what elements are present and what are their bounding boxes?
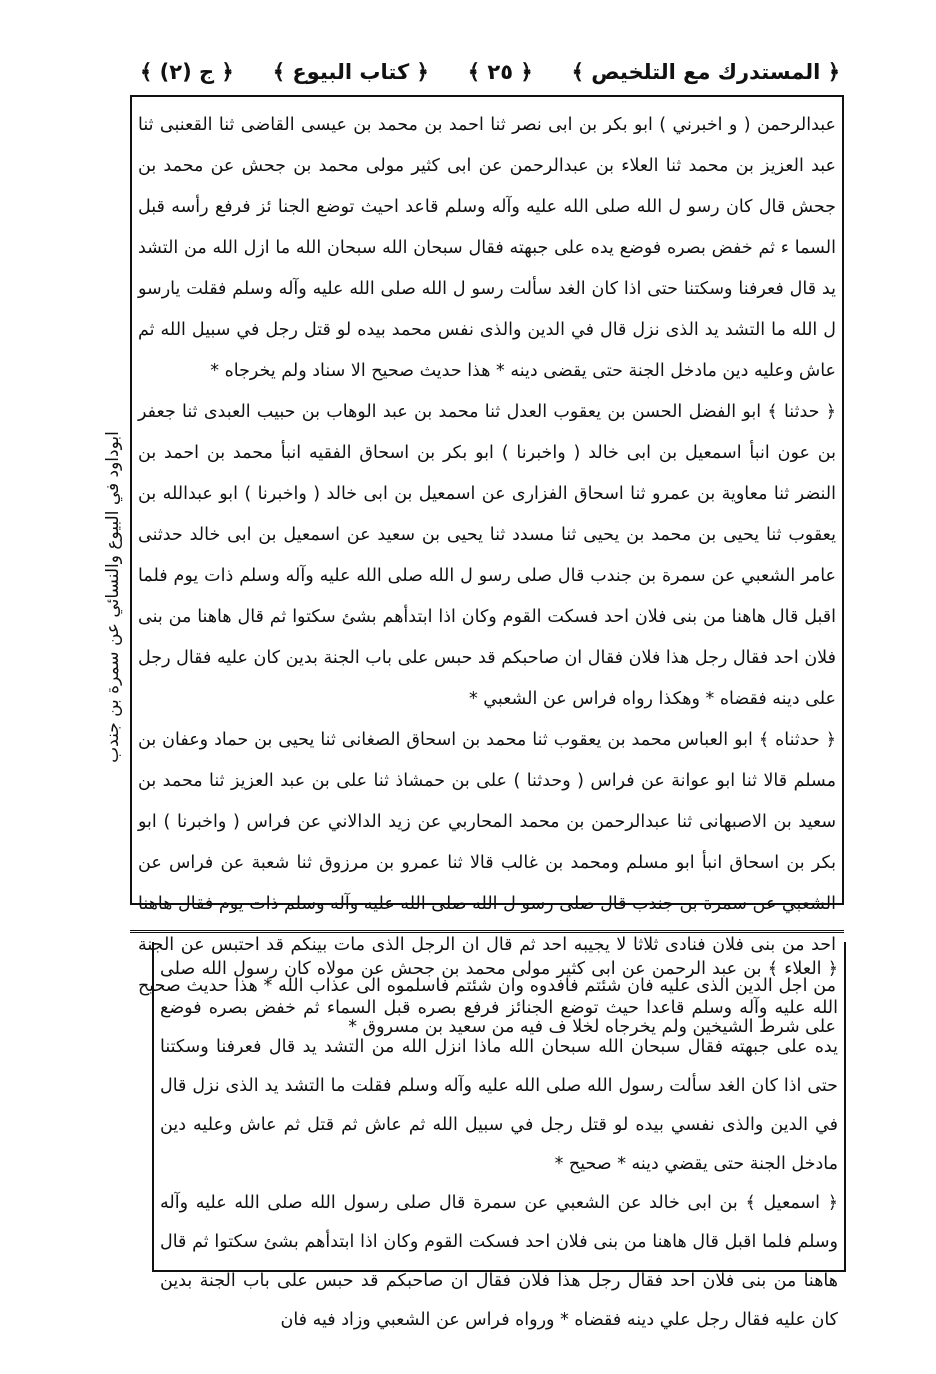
volume-number: ﴿ ج (٢) ﴾ <box>140 60 234 84</box>
main-paragraph-2: ﴿ حدثنا ﴾ ابو الفضل الحسن بن يعقوب العدل ثنا محمد بن عبد الوهاب بن حبيب العبدى ثنا جعفر بن عون انبأ اسمعيل بن ابى خالد ( واخبرنا ) ابو بكر بن اسحاق الفقيه انبأ محمد بن احمد بن النضر ثنا معاوية بن عمرو ثنا اسحاق الفزارى عن اسمعيل بن ابى خالد ( واخبرنا ) ابو عبدالله بن يعقوب ثنا يحيى بن محمد بن يحيى ثنا مسدد ثنا يحيى بن سعيد عن اسمعيل بن ابى خالد حدثنى عامر الشعبي عن سمرة بن جندب قال صلى رسو ل الله صلى الله عليه وآله وسلم ذات يوم فلما اقبل قال هاهنا من بنى فلان احد فسكت القوم وكان اذا ابتدأهم بشئ سكتوا ثم قال هاهنا من بنى فلان احد فقال رجل هذا فلان فقال ان صاحبكم قد حبس على باب الجنة بدين كان عليه فقال رجل على دينه فقضاه * وهكذا رواه فراس عن الشعبي * <box>138 402 836 709</box>
page-header <box>140 52 840 92</box>
book-title: ﴿ المستدرك مع التلخيص ﴾ <box>571 60 840 84</box>
divider-double-line <box>130 930 844 933</box>
page-number: ﴿ ٢٥ ﴾ <box>467 60 533 84</box>
main-paragraph-3: ﴿ حدثناه ﴾ ابو العباس محمد بن يعقوب ثنا محمد بن اسحاق الصغانى ثنا يحيى بن حماد وعفان بن مسلم قالا ثنا ابو عوانة عن فراس ( وحدثنا ) على بن حمشاذ ثنا على بن عبد العزيز ثنا محمد بن سعيد بن الاصبهانى ثنا عبدالرحمن بن محمد المحاربي عن زيد الدالاني عن فراس ( واخبرنا ) ابو بكر بن اسحاق انبأ ابو مسلم ومحمد بن غالب قالا ثنا عمرو بن مرزوق ثنا شعبة عن فراس عن الشعبي عن سمرة بن جندب قال صلى رسو ل الله صلى الله عليه وآله وسلم ذات يوم فقال هاهنا احد من بنى فلان فنادى ثلاثا لا يجيبه احد ثم قال ان الرجل الذى مات بينكم قد احتبس عن الجنة من اجل الدين الذى عليه فان شئتم فافدوه وان شئتم فاسلموه الى عذاب الله * هذا حديث صحيح على شرط الشيخين ولم يخرجاه لخلا ف فيه من سعيد بن مسروق * <box>138 730 836 1037</box>
main-text-box <box>130 95 844 1037</box>
talkhis-text <box>160 950 838 1340</box>
divider-line <box>130 903 844 905</box>
main-text <box>138 105 836 1048</box>
margin-note <box>96 262 130 932</box>
main-paragraph-1: عبدالرحمن ( و اخبرني ) ابو بكر بن ابى نصر ثنا احمد بن محمد بن عيسى القاضى ثنا القعنبى ثنا عبد العزيز بن محمد ثنا العلاء بن عبدالرحمن عن ابى كثير مولى محمد بن جحش عن محمد بن جحش قال كان رسو ل الله صلى الله عليه وآله وسلم قاعد احيث توضع الجنا ئز فرفع رأسه قبل السما ء ثم خفض بصره فوضع يده على جبهته فقال سبحان الله سبحان الله ما ازل الله من التشد يد قال فعرفنا وسكتنا حتى اذا كان الغد سألت رسو ل الله صلى الله عليه وآله وسلم فقلت يارسو ل الله ما التشد يد الذى نزل قال في الدين والذى نفس محمد بيده لو قتل رجل في سبيل الله ثم عاش وعليه دين مادخل الجنة حتى يقضى دينه * هذا حديث صحيح الا سناد ولم يخرجاه * <box>138 115 836 381</box>
talkhis-paragraph-2: ﴿ اسمعيل ﴾ بن ابى خالد عن الشعبي عن سمرة قال صلى رسول الله صلى الله عليه وآله وسلم فلما اقبل قال هاهنا من بنى فلان احد فسكت القوم وكان اذا ابتدأهم بشئ سكتوا ثم قال هاهنا من بنى فلان احد فقال رجل هذا فلان فقال ان صاحبكم قد حبس على باب الجنة بدين كان عليه فقال رجل علي دينه فقضاه * ورواه فراس عن الشعبي وزاد فيه فان <box>160 1193 838 1330</box>
margin-note-text: ابوداود في البيوع والنسائي عن سمرة بن جندب <box>103 431 123 763</box>
talkhis-paragraph-1: ﴿ العلاء ﴾ بن عبد الرحمن عن ابى كثير مولى محمد بن جحش عن مولاه كان رسول الله صلى الله عليه وآله وسلم قاعدا حيث توضع الجنائز فرفع بصره قبل السماء ثم خفض بصره فوضع يده على جبهته فقال سبحان الله سبحان الله ماذا انزل الله من التشد يد قال فعرفنا وسكتنا حتى اذا كان الغد سألت رسول الله صلى الله عليه وآله وسلم فقلت ما التشد يد الذى نزل قال في الدين والذى نفسي بيده لو قتل رجل في سبيل الله ثم عاش ثم قتل ثم عاش وعليه دين مادخل الجنة حتى يقضي دينه * صحيح * <box>160 959 838 1174</box>
talkhis-box <box>152 942 846 1330</box>
chapter-title: ﴿ كتاب البيوع ﴾ <box>272 60 429 84</box>
